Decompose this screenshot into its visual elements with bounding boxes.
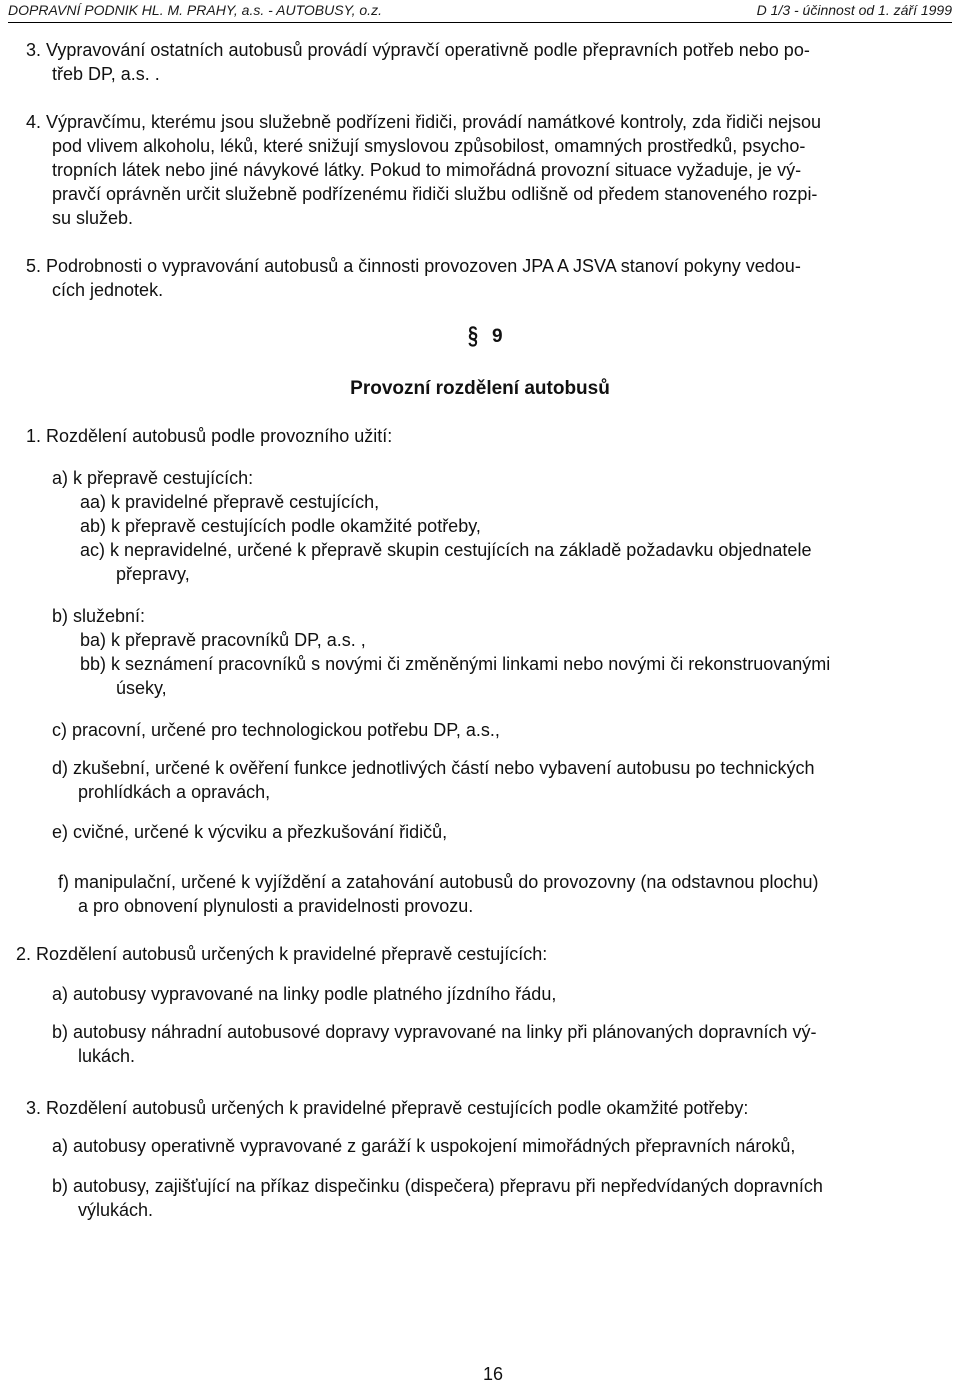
list-item-2a: a) autobusy vypravované na linky podle platného jízdního řádu, bbox=[52, 984, 557, 1004]
list-line: výlukách. bbox=[78, 1200, 154, 1220]
list-line: b) autobusy náhradní autobusové dopravy vypravované na linky při plánovaných dopravních vý- bbox=[52, 1022, 817, 1042]
list-item-2b bbox=[52, 1020, 958, 1068]
list-line: přepravy, bbox=[116, 564, 190, 584]
paragraph-4 bbox=[26, 110, 954, 230]
list-item-ba: ba) k přepravě pracovníků DP, a.s. , bbox=[80, 630, 366, 650]
list-item-aa: aa) k pravidelné přepravě cestujících, bbox=[80, 492, 380, 512]
page-number: 16 bbox=[482, 1364, 504, 1384]
list-line: úseky, bbox=[116, 678, 167, 698]
section-number bbox=[468, 321, 503, 350]
paragraph-line: pod vlivem alkoholu, léků, které snižují smyslovou způsobilost, omamných prostředků, psycho- bbox=[52, 136, 806, 156]
paragraph-3 bbox=[26, 38, 954, 86]
paragraph-line: třeb DP, a.s. . bbox=[52, 64, 160, 84]
list-line: lukách. bbox=[78, 1046, 136, 1066]
paragraph-line: tropních látek nebo jiné návykové látky. Pokud to mimořádná provozní situace vyžaduje, je vý- bbox=[52, 160, 802, 180]
list-heading-1: 1. Rozdělení autobusů podle provozního užití: bbox=[26, 426, 393, 446]
paragraph-line: cích jednotek. bbox=[52, 280, 164, 300]
header-document-code: D 1/3 - účinnost od 1. září 1999 bbox=[756, 2, 952, 18]
list-item-a: a) k přepravě cestujících: bbox=[52, 468, 254, 488]
paragraph-line: su služeb. bbox=[52, 208, 134, 228]
list-item-3a: a) autobusy operativně vypravované z garáží k uspokojení mimořádných přepravních nároků, bbox=[52, 1136, 796, 1156]
list-line: d) zkušební, určené k ověření funkce jednotlivých částí nebo vybavení autobusu po technických bbox=[52, 758, 815, 778]
paragraph-line: 5. Podrobnosti o vypravování autobusů a činnosti provozoven JPA A JSVA stanoví pokyny vedou- bbox=[26, 256, 801, 276]
list-item-c: c) pracovní, určené pro technologickou potřebu DP, a.s., bbox=[52, 720, 500, 740]
list-item-3b bbox=[52, 1174, 958, 1222]
list-item-ac bbox=[80, 538, 958, 586]
paragraph-line: 3. Vypravování ostatních autobusů provádí výpravčí operativně podle přepravních potřeb nebo po- bbox=[26, 40, 810, 60]
section-sign: § bbox=[468, 321, 479, 350]
list-item-b: b) služební: bbox=[52, 606, 146, 626]
page-header bbox=[8, 0, 952, 23]
list-line: bb) k seznámení pracovníků s novými či změněnými linkami nebo novými či rekonstruovanými bbox=[80, 654, 831, 674]
paragraph-5 bbox=[26, 254, 954, 302]
list-line: a pro obnovení plynulosti a pravidelnosti provozu. bbox=[78, 896, 474, 916]
list-item-bb bbox=[80, 652, 958, 700]
list-heading-3: 3. Rozdělení autobusů určených k pravidelné přepravě cestujících podle okamžité potřeby: bbox=[26, 1098, 749, 1118]
list-line: ac) k nepravidelné, určené k přepravě skupin cestujících na základě požadavku objednatele bbox=[80, 540, 812, 560]
list-heading-2: 2. Rozdělení autobusů určených k pravidelné přepravě cestujících: bbox=[16, 944, 548, 964]
list-line: b) autobusy, zajišťující na příkaz dispečinku (dispečera) přepravu při nepředvídaných dopravních bbox=[52, 1176, 823, 1196]
paragraph-line: pravčí oprávněn určit služebně podřízenému řidiči službu odlišně od předem stanoveného rozpi- bbox=[52, 184, 818, 204]
paragraph-line: 4. Výpravčímu, kterému jsou služebně podřízeni řidiči, provádí namátkové kontroly, zda řidiči nejsou bbox=[26, 112, 822, 132]
list-item-d bbox=[52, 756, 958, 804]
list-line: prohlídkách a opravách, bbox=[78, 782, 271, 802]
list-item-ab: ab) k přepravě cestujících podle okamžité potřeby, bbox=[80, 516, 481, 536]
list-item-e: e) cvičné, určené k výcviku a přezkušování řidičů, bbox=[52, 822, 448, 842]
header-organization: DOPRAVNÍ PODNIK HL. M. PRAHY, a.s. - AUTOBUSY, o.z. bbox=[8, 2, 382, 18]
section-number-value: 9 bbox=[492, 326, 503, 347]
list-item-f bbox=[58, 870, 958, 918]
list-line: f) manipulační, určené k vyjíždění a zatahování autobusů do provozovny (na odstavnou plochu) bbox=[58, 872, 819, 892]
section-title: Provozní rozdělení autobusů bbox=[350, 378, 610, 399]
